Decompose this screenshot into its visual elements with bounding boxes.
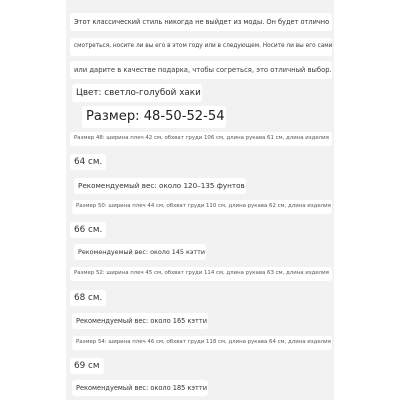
size-52-length: 68 см.	[70, 290, 106, 306]
size-48-spec: Размер 48: ширина плеч 42 см, обхват груди 106 см, длина рукава 61 см, длина изделия	[70, 132, 332, 146]
color-line: Цвет: светло-голубой хаки	[72, 84, 202, 102]
intro-text-line-3: или дарите в качестве подарка, чтобы согреться, это отличный выбор.	[70, 61, 332, 79]
size-48-length: 64 см.	[70, 154, 106, 170]
size-48-weight: Рекомендуемый вес: около 120–135 фунтов	[74, 178, 246, 194]
size-50-weight: Рекомендуемый вес: около 145 кэтти	[74, 244, 206, 260]
size-50-spec: Размер 50: ширина плеч 44 см, обхват груди 110 см, длина рукава 62 см, длина изделия	[72, 200, 332, 214]
intro-text-line-1: Этот классический стиль никогда не выйдет из моды. Он будет отлично	[70, 13, 332, 31]
intro-text-line-2: смотреться, носите ли вы его в этом году или в следующем. Носите ли вы его сами	[70, 38, 332, 56]
size-54-length: 69 см	[70, 358, 104, 374]
size-50-length: 66 см.	[70, 222, 106, 238]
size-52-weight: Рекомендуемый вес: около 165 кэтти	[72, 313, 208, 329]
size-54-spec: Размер 54: ширина плеч 46 см, обхват груди 118 см, длина рукава 64 см, длина изделия	[72, 336, 332, 350]
sizes-line: Размер: 48-50-52-54	[82, 106, 226, 128]
size-52-spec: Размер 52: ширина плеч 45 см, обхват груди 114 см, длина рукава 63 см, длина изделия	[70, 267, 332, 281]
size-54-weight: Рекомендуемый вес: около 185 кэтти	[72, 380, 208, 396]
